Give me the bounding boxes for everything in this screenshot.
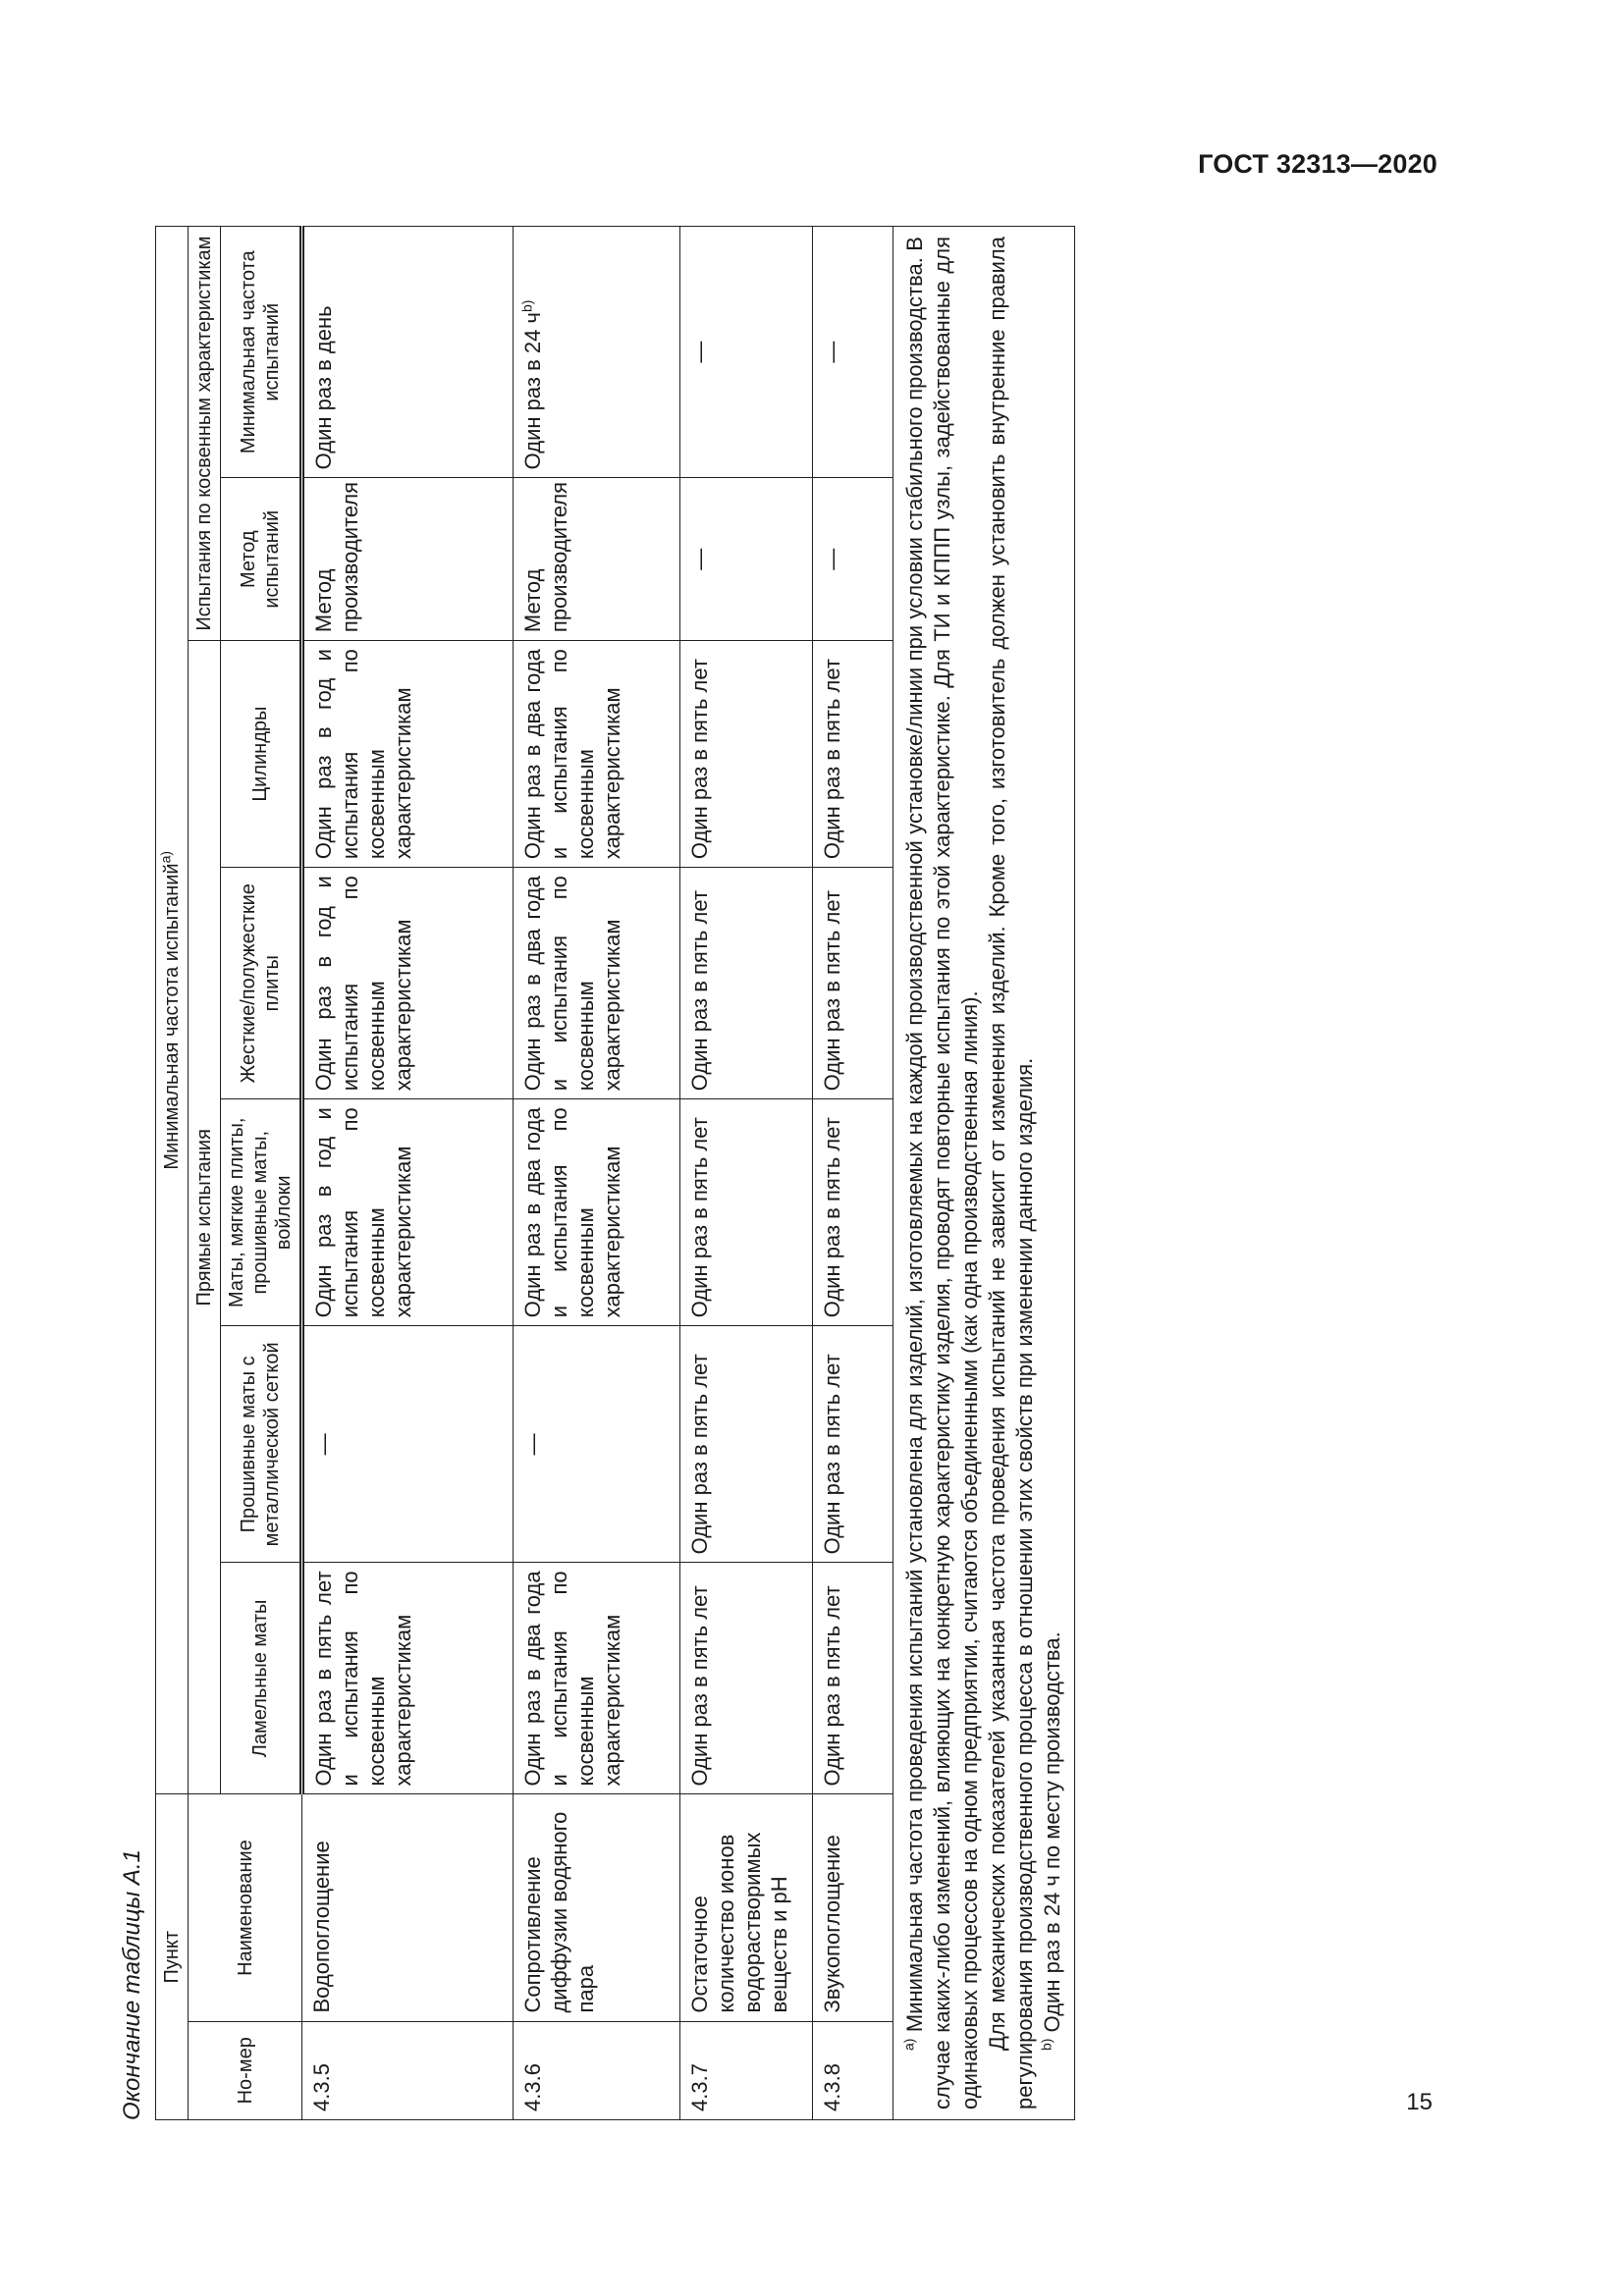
cell-min-test-freq: Один раз в день	[302, 227, 514, 478]
header-min-freq-label: Минимальная частота испытаний	[161, 863, 183, 1170]
cell-stitched: —	[514, 1326, 680, 1563]
header-cylinders: Цилиндры	[221, 641, 302, 868]
cell-soft-mats: Один раз в пять лет	[680, 1099, 813, 1326]
header-test-method: Метод испытаний	[221, 478, 302, 641]
footnotes	[893, 227, 1075, 2120]
row-name: Остаточное количество ионов водорастворимых веществ и pH	[680, 1794, 813, 2021]
header-min-freq-sup: a)	[157, 850, 174, 864]
cell-lamel: Один раз в пять лет	[813, 1563, 893, 1794]
cell-min-test-freq: —	[680, 227, 813, 478]
cell-min-test-freq-text: Один раз в 24 ч	[520, 312, 545, 470]
cell-cylinders: Один раз в два года и испытания по косвенным характеристикам	[514, 641, 680, 868]
header-min-freq	[156, 227, 189, 1794]
table-row	[680, 227, 813, 2120]
footnote-a-mark: a)	[900, 2038, 917, 2051]
footnote-a	[901, 237, 984, 2109]
header-direct-tests: Прямые испытания	[189, 641, 221, 1794]
cell-test-method: Метод производителя	[514, 478, 680, 641]
cell-min-test-freq: —	[813, 227, 893, 478]
header-rigid: Жесткие/полужесткие плиты	[221, 868, 302, 1099]
cell-rigid: Один раз в пять лет	[680, 868, 813, 1099]
footnote-b-text: Один раз в 24 ч по месту производства.	[1040, 1631, 1064, 2033]
cell-cylinders: Один раз в пять лет	[680, 641, 813, 868]
header-number: Но-мер	[189, 2021, 302, 2119]
footnote-b	[1039, 237, 1066, 2109]
cell-lamel: Один раз в пять лет	[680, 1563, 813, 1794]
footnote-a-text: Минимальная частота проведения испытаний установлена для изделий, изготовляемых на каждой производственной установке/линии при условии стабильного производства. В случае каких-либо изменений, влияющих на конкретную характеристику изделия, проводят повторные испытания по этой характеристике. Для ТИ и КППП узлы, задействованные для одинаковых процессов на одном предприятии, считаются объединенными (как одна производственная линия).	[902, 237, 982, 2109]
test-frequency-table	[155, 226, 1075, 2120]
cell-stitched: Один раз в пять лет	[680, 1326, 813, 1563]
header-stitched: Прошивные маты с металлической сеткой	[221, 1326, 302, 1563]
cell-cylinders: Один раз в год и испытания по косвенным характеристикам	[302, 641, 514, 868]
rotated-table-area	[108, 118, 1100, 2120]
cell-stitched: Один раз в пять лет	[813, 1326, 893, 1563]
row-number: 4.3.7	[680, 2021, 813, 2119]
cell-rigid: Один раз в два года и испытания по косвенным характеристикам	[514, 868, 680, 1099]
cell-soft-mats: Один раз в два года и испытания по косвенным характеристикам	[514, 1099, 680, 1326]
cell-lamel: Один раз в пять лет и испытания по косвенным характеристикам	[302, 1563, 514, 1794]
cell-min-test-freq	[514, 227, 680, 478]
row-name: Сопротивление диффузии водяного пара	[514, 1794, 680, 2021]
footnote-b-ref: b)	[518, 299, 535, 313]
row-number: 4.3.8	[813, 2021, 893, 2119]
row-name: Звукопоглощение	[813, 1794, 893, 2021]
header-item-group: Пункт	[156, 1794, 189, 2120]
table-row	[302, 227, 514, 2120]
header-soft-mats: Маты, мягкие плиты, прошивные маты, войлоки	[221, 1099, 302, 1326]
cell-soft-mats: Один раз в год и испытания по косвенным характеристикам	[302, 1099, 514, 1326]
table-row	[514, 227, 680, 2120]
footnotes-row	[893, 227, 1075, 2120]
footnote-a-continued: Для механических показателей указанная частота проведения испытаний не зависит от изменения изделий. Кроме того, изготовитель должен установить внутренние правила регулирования производственного процесса в отношении этих свойств при изменении данного изделия.	[985, 237, 1037, 2109]
header-indirect-tests: Испытания по косвенным характеристикам	[189, 227, 221, 641]
footnote-b-mark: b)	[1038, 2038, 1055, 2051]
cell-lamel: Один раз в два года и испытания по косвенным характеристикам	[514, 1563, 680, 1794]
cell-rigid: Один раз в год и испытания по косвенным характеристикам	[302, 868, 514, 1099]
table-caption: Окончание таблицы А.1	[119, 1849, 145, 2120]
table-row	[813, 227, 893, 2120]
cell-stitched: —	[302, 1326, 514, 1563]
document-standard-id: ГОСТ 32313—2020	[1198, 149, 1437, 179]
row-number: 4.3.6	[514, 2021, 680, 2119]
header-lamel: Ламельные маты	[221, 1563, 302, 1794]
row-number: 4.3.5	[302, 2021, 514, 2119]
header-name: Наименование	[189, 1794, 302, 2021]
cell-soft-mats: Один раз в пять лет	[813, 1099, 893, 1326]
header-min-test-freq: Минимальная частота испытаний	[221, 227, 302, 478]
cell-cylinders: Один раз в пять лет	[813, 641, 893, 868]
cell-test-method: Метод производителя	[302, 478, 514, 641]
cell-rigid: Один раз в пять лет	[813, 868, 893, 1099]
row-name: Водопоглощение	[302, 1794, 514, 2021]
cell-test-method: —	[813, 478, 893, 641]
cell-test-method: —	[680, 478, 813, 641]
page-number: 15	[1406, 2089, 1433, 2115]
